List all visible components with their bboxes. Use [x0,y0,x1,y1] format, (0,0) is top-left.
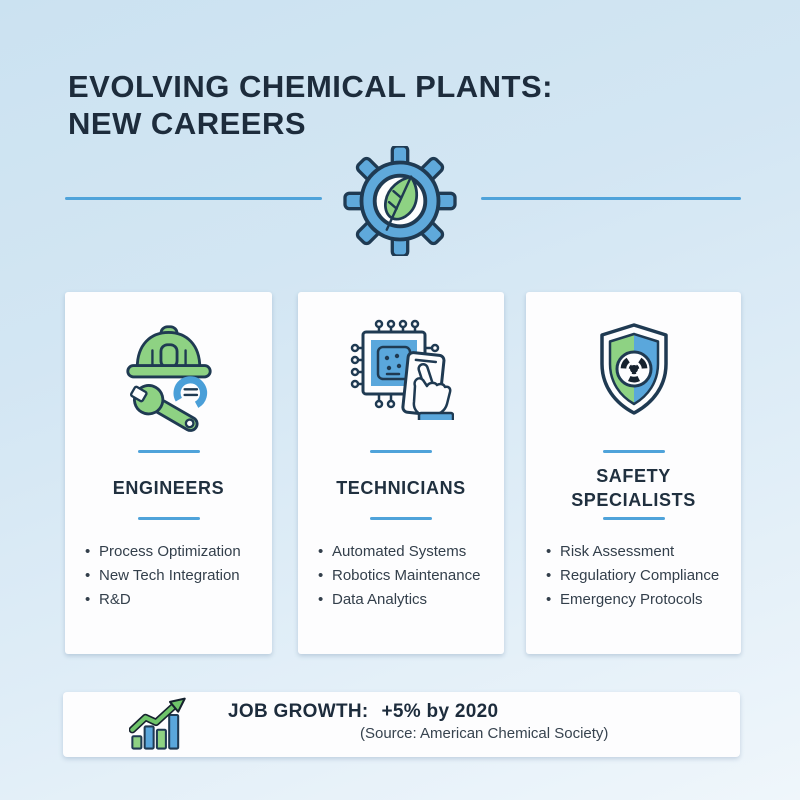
growth-chart-icon [129,697,193,751]
card-title-engineers: ENGINEERS [112,478,225,498]
card-title-safety-specialists: SAFETY SPECIALISTS [571,466,696,510]
chip-touchscreen-icon [298,318,504,420]
card-divider-bottom [138,517,200,520]
job-growth-banner [63,692,740,757]
bullet-dot [85,540,99,564]
card-divider-bottom [370,517,432,520]
job-growth-value: +5% by 2020 [381,701,499,722]
bullet-dot [318,540,332,564]
bullet-item: • R&D [85,588,266,612]
safety-bullet-list [546,540,735,612]
hardhat-wrench-icon [65,318,272,434]
shield-radiation-icon [526,322,741,422]
safety-specialists-card [526,292,741,654]
card-divider-top [370,450,432,453]
bullet-item: • Automated Systems [318,540,498,564]
bullet-dot [546,540,560,564]
header-divider-right [481,197,741,200]
engineers-bullet-list [85,540,266,612]
page-title [68,68,553,142]
technicians-card [298,292,504,654]
bullet-item: • Risk Assessment [546,540,735,564]
card-divider-bottom [603,517,665,520]
page-title-line2: NEW CAREERS [68,106,307,141]
job-growth-text [228,701,498,723]
card-title-technicians: TECHNICIANS [336,478,466,498]
header-divider-left [65,197,322,200]
bullet-item: • Process Optimization [85,540,266,564]
bullet-dot [546,588,560,612]
bullet-item: • Regulatiory Compliance [546,564,735,588]
bullet-item: • New Tech Integration [85,564,266,588]
bullet-item: • Data Analytics [318,588,498,612]
bullet-item: • Robotics Maintenance [318,564,498,588]
page-title-line1: EVOLVING CHEMICAL PLANTS: [68,69,553,104]
card-divider-top [603,450,665,453]
job-growth-label: JOB GROWTH: [228,701,369,722]
technicians-bullet-list [318,540,498,612]
bullet-dot [546,564,560,588]
engineers-card [65,292,272,654]
bullet-dot [85,564,99,588]
card-divider-top [138,450,200,453]
bullet-dot [318,588,332,612]
job-growth-source: (Source: American Chemical Society) [360,725,609,742]
gear-leaf-icon [342,146,458,256]
bullet-dot [85,588,99,612]
bullet-dot [318,564,332,588]
bullet-item: • Emergency Protocols [546,588,735,612]
